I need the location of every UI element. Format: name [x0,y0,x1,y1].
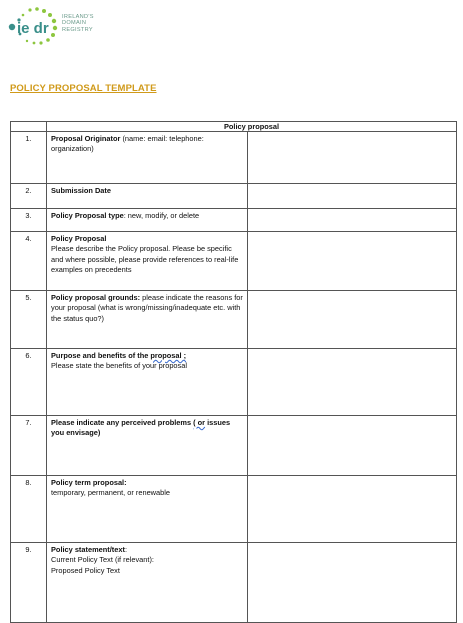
row-number: 5. [11,291,47,349]
table-header: Policy proposal [47,122,457,132]
answer-cell[interactable] [248,291,457,349]
row-label [47,232,248,291]
table-row [11,476,457,543]
row-label [47,543,248,623]
row-label [47,132,248,184]
row-label-rest: : new, modify, or delete [123,211,200,220]
row-number: 7. [11,416,47,476]
policy-proposal-table [10,121,457,623]
row-number: 9. [11,543,47,623]
table-row [11,132,457,184]
row-label-bold [51,418,230,437]
spellcheck-underlined-text: ( or [193,418,206,427]
dotted-circle-logo-icon [6,6,62,46]
row-label-bold-text: issues you envisage) [51,418,231,438]
row-number: 4. [11,232,47,291]
table-row [11,209,457,232]
row-label-bold-text: Purpose and benefits of the [51,351,151,360]
answer-cell[interactable] [248,416,457,476]
logo-line: DOMAIN [62,20,87,27]
row-number: 2. [11,184,47,209]
row-label [47,476,248,543]
table-row [11,543,457,623]
answer-cell[interactable] [248,209,457,232]
row-label-rest: : [124,545,127,554]
row-description: temporary, permanent, or renewable [51,488,170,498]
table-row [11,184,457,209]
row-description: Proposed Policy Text [51,565,120,575]
row-label-rest: (name: email: telephone: organization) [51,134,204,154]
logo-wordmark [62,14,94,33]
row-number: 6. [11,349,47,416]
row-label-bold: Submission Date [51,186,111,195]
row-label-rest: please indicate the reasons for your proposal (what is wrong/missing/inadequate etc. with the status quo?) [51,293,243,323]
logo-line: REGISTRY [62,26,93,33]
answer-cell[interactable] [248,476,457,543]
row-label-bold: Policy proposal grounds: [51,293,141,302]
logo-line: IRELAND'S [62,14,94,20]
row-label [47,209,248,232]
row-label [47,349,248,416]
table-header-row [11,122,457,132]
table-row [11,232,457,291]
answer-cell[interactable] [248,232,457,291]
row-label-bold: Policy Proposal [51,234,107,243]
row-number: 8. [11,476,47,543]
header-spacer [11,122,47,132]
answer-cell[interactable] [248,184,457,209]
row-label-bold-text: Please indicate any perceived problems [51,418,194,427]
ie-domain-registry-logo [6,6,156,46]
logo-mark-text: ie dr [17,20,49,37]
table-row [11,416,457,476]
document-title: POLICY PROPOSAL TEMPLATE [10,83,157,94]
row-label-bold: Proposal Originator [51,134,121,143]
answer-cell[interactable] [248,132,457,184]
row-label [47,291,248,349]
table-row [11,291,457,349]
spellcheck-underlined-text: proposal ; [150,351,187,360]
row-label-bold: Policy statement/text [51,545,125,554]
row-description: Current Policy Text (if relevant): [51,555,154,565]
table-row [11,349,457,416]
row-label-bold: Policy Proposal type [51,211,124,220]
row-number: 3. [11,209,47,232]
answer-cell[interactable] [248,543,457,623]
row-label [47,184,248,209]
row-number: 1. [11,132,47,184]
answer-cell[interactable] [248,349,457,416]
row-label [47,416,248,476]
row-label-bold [51,351,243,361]
row-description: Please describe the Policy proposal. Please be specific and where possible, please provide references to real-life examples on precedents [51,244,239,275]
row-description: Please state the benefits of your proposal [51,361,187,371]
row-label-bold: Policy term proposal: [51,478,127,487]
